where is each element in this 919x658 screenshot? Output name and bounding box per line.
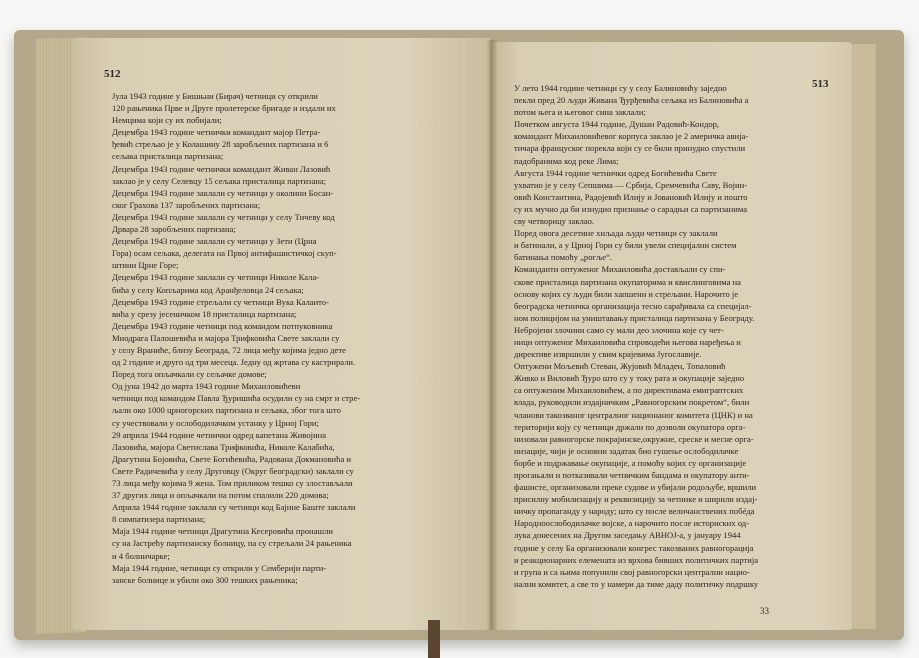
text-line: Од јуна 1942 до марта 1943 године Михаиловићеви	[112, 381, 301, 392]
text-line: бића у селу Копљарима код Аранђеловца 24 сељака;	[112, 284, 304, 295]
left-page-text	[112, 90, 472, 586]
text-line: лука донесених на Другом заседању АВНОЈ-а, у јануару 1944	[514, 530, 741, 541]
text-line: ског Грахова 137 заробљених партизана;	[112, 199, 261, 210]
text-line: директиве извршили у свим крајевима Југославије.	[514, 349, 702, 360]
text-line: београдска четничка организација тесно сарађивала са специјал-	[514, 300, 752, 311]
text-line: 120 рањеника Прве и Друге пролетерске бригаде и издали их	[112, 103, 336, 114]
text-line: потом њега и његовог сина заклали;	[514, 107, 646, 118]
text-line: чланови такозваног централног национаног комитета (ЦНК) и на	[514, 409, 753, 420]
text-line: године у селу Ба организовали конгрес такозваних равногорација	[514, 542, 754, 553]
text-line: штини Црне Горе;	[112, 260, 179, 271]
text-line: и група и са њима попунили свој равногорски централни нацио-	[514, 566, 750, 577]
text-line: Миодрага Палошевића и мајора Трифковића Свете заклали су	[112, 332, 340, 343]
text-line: нални комитет, а све то у намери да тиме даду политичку подршку	[514, 578, 759, 589]
text-line: вића у срезу јесеничком 18 присталица партизана;	[112, 308, 297, 319]
text-line: Августа 1944 године четнички одред Богићевића Свете	[514, 167, 717, 178]
text-line: Лазовића, мајора Светислава Трифковића, Николе Калабића,	[112, 441, 335, 452]
text-line: 37 других лица и опљачкали па потом спалили 220 домова;	[112, 490, 329, 501]
text-line: Маја 1944 године, четници су открили у Семберији парти-	[112, 562, 327, 573]
right-page-text	[514, 82, 814, 590]
text-line: територији коју су четници држали по дозволи окупатора орга-	[514, 421, 746, 432]
text-line: борбе и подржавање окупације, а помоћу којих су организације	[514, 457, 747, 468]
text-line: Децембра 1943 године стрељали су четници Вука Калаито-	[112, 296, 329, 307]
text-line: 29 априла 1944 године четнички одред капетана Живојина	[112, 429, 327, 440]
text-line: скове присталица партизана окупаторима и квислинговима на	[514, 276, 741, 287]
text-line: заклао је у селу Селевцу 15 сељака присталица партизана;	[112, 175, 327, 186]
text-line: и реакционарних елемената из врхова бивших политичких партија	[514, 554, 759, 565]
text-line: Децембра 1943 године заклали су четници у околини Босан-	[112, 187, 334, 198]
text-line: ном полицијом на уништавању присталица партизана у Београду.	[514, 312, 755, 323]
text-line: Дрвара 28 заробљених партизана;	[112, 224, 236, 235]
text-line: ници оптуженог Михаиловића спроводећи његова наређења и	[514, 336, 741, 347]
text-line: Небројени злочини само су мали део злочина које су чет-	[514, 324, 724, 335]
text-line: Априла 1944 године заклали су четници код Бајине Баште заклали	[112, 502, 356, 513]
text-line: Живко и Виловић Ђуро што су у току рата и окупације заједно	[514, 373, 745, 384]
text-line: Оптужени Мољевић Стеван, Жујовић Младен, Топаловић	[514, 361, 726, 372]
text-line: батинања помоћу „рогље“.	[514, 252, 613, 263]
text-line: Поред тога опљачкали су сељачке домове;	[112, 369, 267, 380]
text-line: Децембра 1943 године четници под командом потпуковника	[112, 320, 333, 331]
text-line: су их мучио да би изнудио признање о сарадњи са партизанима	[514, 203, 748, 214]
text-line: низовали равногорске покрајинске,окружне, среске и месне орга-	[514, 433, 754, 444]
text-line: ђевић стрељао је у Колашину 28 заробљених партизана и 6	[112, 139, 329, 150]
text-line: Децембра 1943 године заклали су четници у Зети (Црна	[112, 236, 317, 247]
text-line: падобранима код реке Лима;	[514, 155, 619, 166]
text-line: су на Јастрећу партизанску болницу, па су стрељали 24 рањеника	[112, 538, 352, 549]
text-line: фашисте, организовали преке судове и убијали родољубе, вршили	[514, 482, 757, 493]
text-line: пекли пред 20 људи Живана Ђурђевића сељака из Балиновића а	[514, 95, 749, 106]
right-page-footer-number: 33	[760, 606, 769, 616]
text-line: влада, руководили издајничким „Равногорским покретом“, били	[514, 397, 750, 408]
text-line: 73 лица међу којима 9 жена. Том приликом тешко су злостављали	[112, 478, 353, 488]
text-line: Гора) осам сељака, делегата на Првој антифашистичкој скуп-	[112, 248, 337, 259]
text-line: Јула 1943 године у Бишњни (Бирач) четници су открили	[112, 91, 318, 101]
text-line: љали око 1000 црногорских партизана и сељака, због тога што	[112, 405, 341, 416]
text-line: тичара француског порекла који су се били принудно спустили	[514, 143, 746, 154]
text-line: Почетком августа 1944 године, Душан Радовић-Кондор,	[514, 119, 720, 130]
text-line: у селу Враниће, близу Београда, 72 лица међу којима једно дете	[112, 344, 346, 355]
text-line: Немцима који су их побијали;	[112, 115, 222, 126]
text-line: и 4 болничарке;	[112, 550, 170, 561]
text-line: ничку пропаганду у народу; што су после величанствених побéда	[514, 506, 755, 517]
text-line: од 2 године и друго од три месеца. Једну од жртава су кастрирали.	[112, 357, 356, 368]
text-line: прогањали и потказивали четничким бандама и окупатору анти-	[514, 470, 750, 480]
text-line: Децембра 1943 године заклали су четници Николе Кала-	[112, 272, 320, 283]
text-line: Поред овога десетине хиљада људи четници су заклали	[514, 228, 718, 239]
text-line: сељака присталица партизана;	[112, 151, 224, 162]
left-page	[72, 38, 490, 630]
text-line: и батинали, а у Црној Гори су били увели специјални систем	[514, 240, 737, 251]
ribbon-bookmark	[428, 620, 440, 658]
text-line: 8 симпатизера партизана;	[112, 514, 206, 525]
text-line: У лето 1944 године четници су у селу Балиновићу заједно	[514, 83, 727, 93]
text-line: занске болнице и убили око 300 тешких рањеника;	[112, 574, 298, 585]
text-line: Децембра 1943 године четнички командант Живан Лазовић	[112, 163, 331, 174]
text-line: ухватио је у селу Сепшима — Србија, Сремчевића Саву, Војин-	[514, 179, 748, 190]
text-line: четници под командом Павла Ђуришића осудили су на смрт и стре-	[112, 393, 361, 404]
text-line: су учествовали у ослободилачком устанку у Црној Гори;	[112, 417, 319, 428]
text-line: овић Константина, Радојевић Илију и Јовановић Илију и пошто	[514, 191, 748, 202]
text-line: Народноослободилачке војске, а нарочито после историских од-	[514, 518, 750, 529]
right-page-number: 513	[812, 78, 829, 90]
text-line: Маја 1944 године четници Драгутина Кесеровића пронашли	[112, 526, 333, 537]
text-line: Драгутина Бојовића, Свете Богићевића, Радована Докмановића и	[112, 453, 352, 464]
text-line: сву четворицу заклао.	[514, 216, 595, 227]
text-line: Команданти оптуженог Михаиловића достављали су спи-	[514, 264, 726, 275]
left-page-number: 512	[104, 68, 121, 80]
text-line: командант Михаиловићевог корпуса заклао је 2 америчка авија-	[514, 131, 749, 142]
text-line: са оптуженим Михаиловићем, а по директивама емиграптских	[514, 385, 744, 396]
text-line: основу којих су људи били хапшени и стрељани. Нарочито је	[514, 288, 739, 299]
text-line: Децембра 1943 године заклали су четници у селу Тичеву код	[112, 211, 335, 222]
book-gutter	[486, 40, 498, 630]
text-line: Свете Радичевића у селу Друговцу (Округ београдски) заклали су	[112, 465, 354, 476]
text-line: присилну мобилизацију и реквизицију за четнике и ширили издај-	[514, 494, 758, 505]
text-line: низације, чији је основни задатак био гушење ослободилачке	[514, 445, 739, 456]
text-line: Децембра 1943 године четнички командант мајор Петра-	[112, 127, 321, 138]
right-page	[492, 42, 852, 630]
